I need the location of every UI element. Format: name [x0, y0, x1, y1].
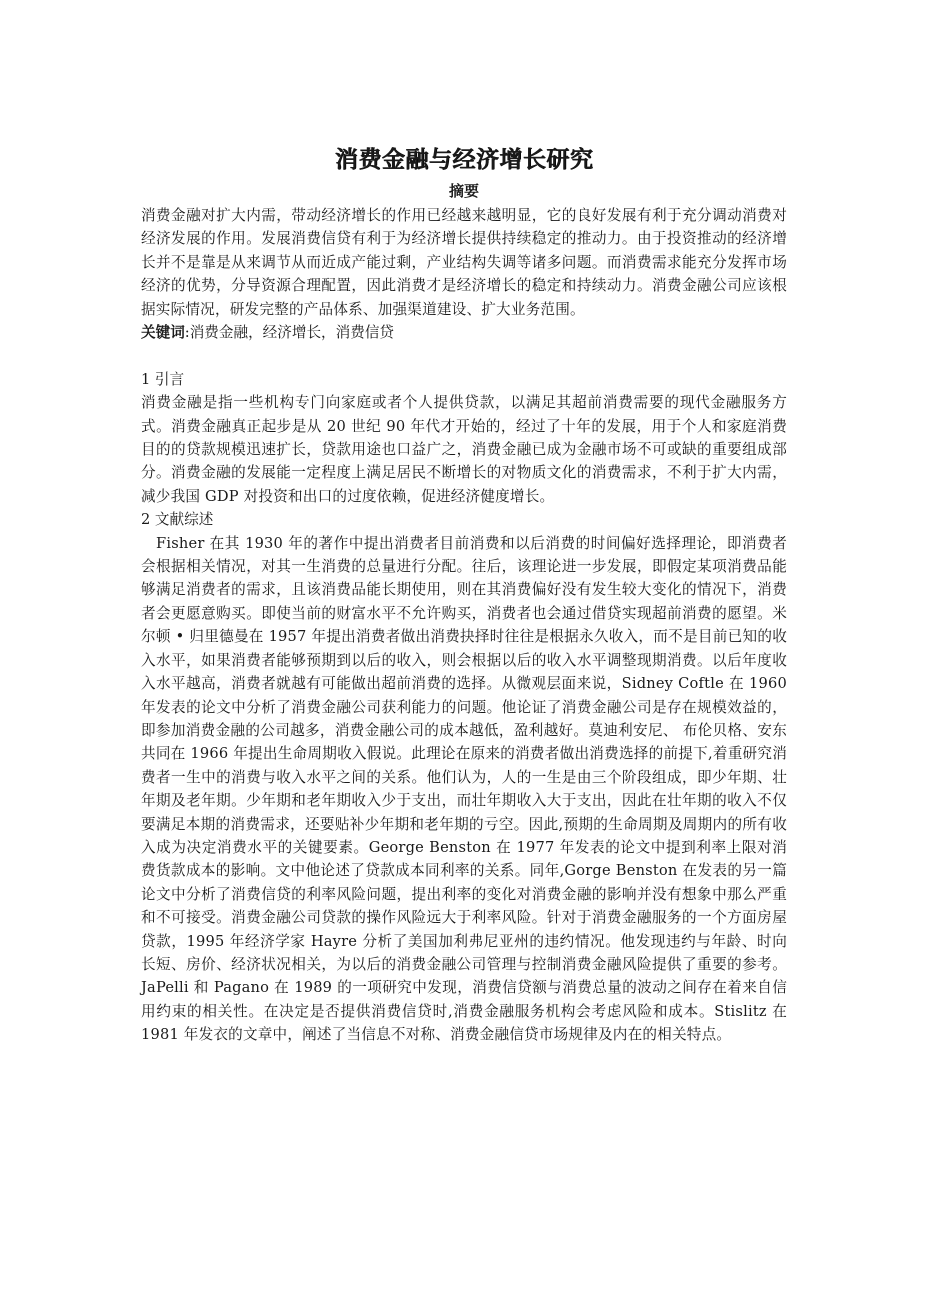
- section-2-paragraph: Fisher 在其 1930 年的著作中提出消费者目前消费和以后消费的时间偏好选择理论，即消费者会根据相关情况，对其一生消费的总量进行分配。往后，该理论进一步发展，即假定某项消费品能够满足消费者的需求，且该消费品能长期使用，则在其消费偏好没有发生较大变化的情况下，消费者会更愿意购买。即使当前的财富水平不允许购买，消费者也会通过借贷实现超前消费的愿望。米尔顿 • 归里德曼在 1957 年提出消费者做出消费抉择时往往是根据永久收入，而不是目前已知的收入水平，如果消费者能够预期到以后的收入，则会根据以后的收入水平调整现期消费。以后年度收入水平越高，消费者就越有可能做出超前消费的选择。从微观层面来说，Sidney Coftle 在 1960 年发表的论文中分析了消费金融公司获利能力的问题。他论证了消费金融公司是存在规模效益的，即参加消费金融的公司越多，消费金融公司的成本越低，盈利越好。莫迪利安尼、 布伦贝格、安东共同在 1966 年提出生命周期收入假说。此理论在原来的消费者做出消费选择的前提下,着重研究消费者一生中的消费与收入水平之间的关系。他们认为，人的一生是由三个阶段组成，即少年期、壮年期及老年期。少年期和老年期收入少于支出，而壮年期收入大于支出，因此在壮年期的收入不仅要满足本期的消费需求，还要贴补少年期和老年期的亏空。因此,预期的生命周期及周期内的所有收入成为决定消费水平的关键要素。George Benston 在 1977 年发表的论文中提到利率上限对消费货款成本的影响。文中他论述了贷款成本同利率的关系。同年,Gorge Benston 在发表的另一篇论文中分析了消费信贷的利率风险问题，提出利率的变化对消费金融的影响并没有想象中那么严重和不可接受。消费金融公司贷款的操作风险远大于利率风险。针对于消费金融服务的一个方面房屋贷款，1995 年经济学家 Hayre 分析了美国加利弗尼亚州的违约情况。他发现违约与年龄、时向长短、房价、经济状况相关，为以后的消费金融公司管理与控制消费金融风险提供了重要的参考。JaPelli 和 Pagano 在 1989 的一项研究中发现，消费信贷额与消费总量的波动之间存在着来自信用约束的相关性。在决定是否提供消费信贷时,消费金融服务机构会考虑风险和成本。Stislitz 在 1981 年发衣的文章中，阐述了当信息不对称、消费金融信贷市场规律及内在的相关特点。: [141, 534, 787, 1044]
- blank-line: [141, 344, 787, 367]
- keywords-text: :消费金融，经济增长，消费信贷: [184, 324, 395, 342]
- abstract-paragraph: 消费金融对扩大内需，带动经济增长的作用已经越来越明显，它的良好发展有利于充分调动消费对经济发展的作用。发展消费信贷有利于为经济增长提供持续稳定的推动力。由于投资推动的经济增长并不是靠是从来调节从而近成产能过剩，产业结构失调等诸多问题。而消费需求能充分发挥市场经济的优势，分导资源合理配置，因此消费才是经济增长的稳定和持续动力。消费金融公司应该根据实际情况，研发完整的产品体系、加强渠道建设、扩大业务范围。: [141, 207, 787, 318]
- keywords-label: 关键词: [141, 324, 185, 342]
- section-1-paragraph: 消费金融是指一些机构专门向家庭或者个人提供贷款，以满足其超前消费需要的现代金融服务方式。消费金融真正起步是从 20 世纪 90 年代才开始的，经过了十年的发展，用于个人和家庭消费目的的贷款规模迅速扩长，贷款用途也口益广之，消费金融已成为金融市场不可或缺的重要组成部分。消费金融的发展能一定程度上满足居民不断增长的对物质文化的消费需求，不利于扩大内需，减少我国 GDP 对投资和出口的过度依赖，促进经济健度增长。: [141, 394, 787, 505]
- document-body: [141, 142, 787, 1047]
- document-title: 消费金融与经济增长研究: [334, 147, 594, 173]
- keywords-line: [141, 321, 787, 344]
- abstract-heading: 摘要: [448, 182, 479, 200]
- section-1-heading: 1 引言: [141, 370, 185, 388]
- section-2-heading: 2 文献综述: [141, 511, 214, 529]
